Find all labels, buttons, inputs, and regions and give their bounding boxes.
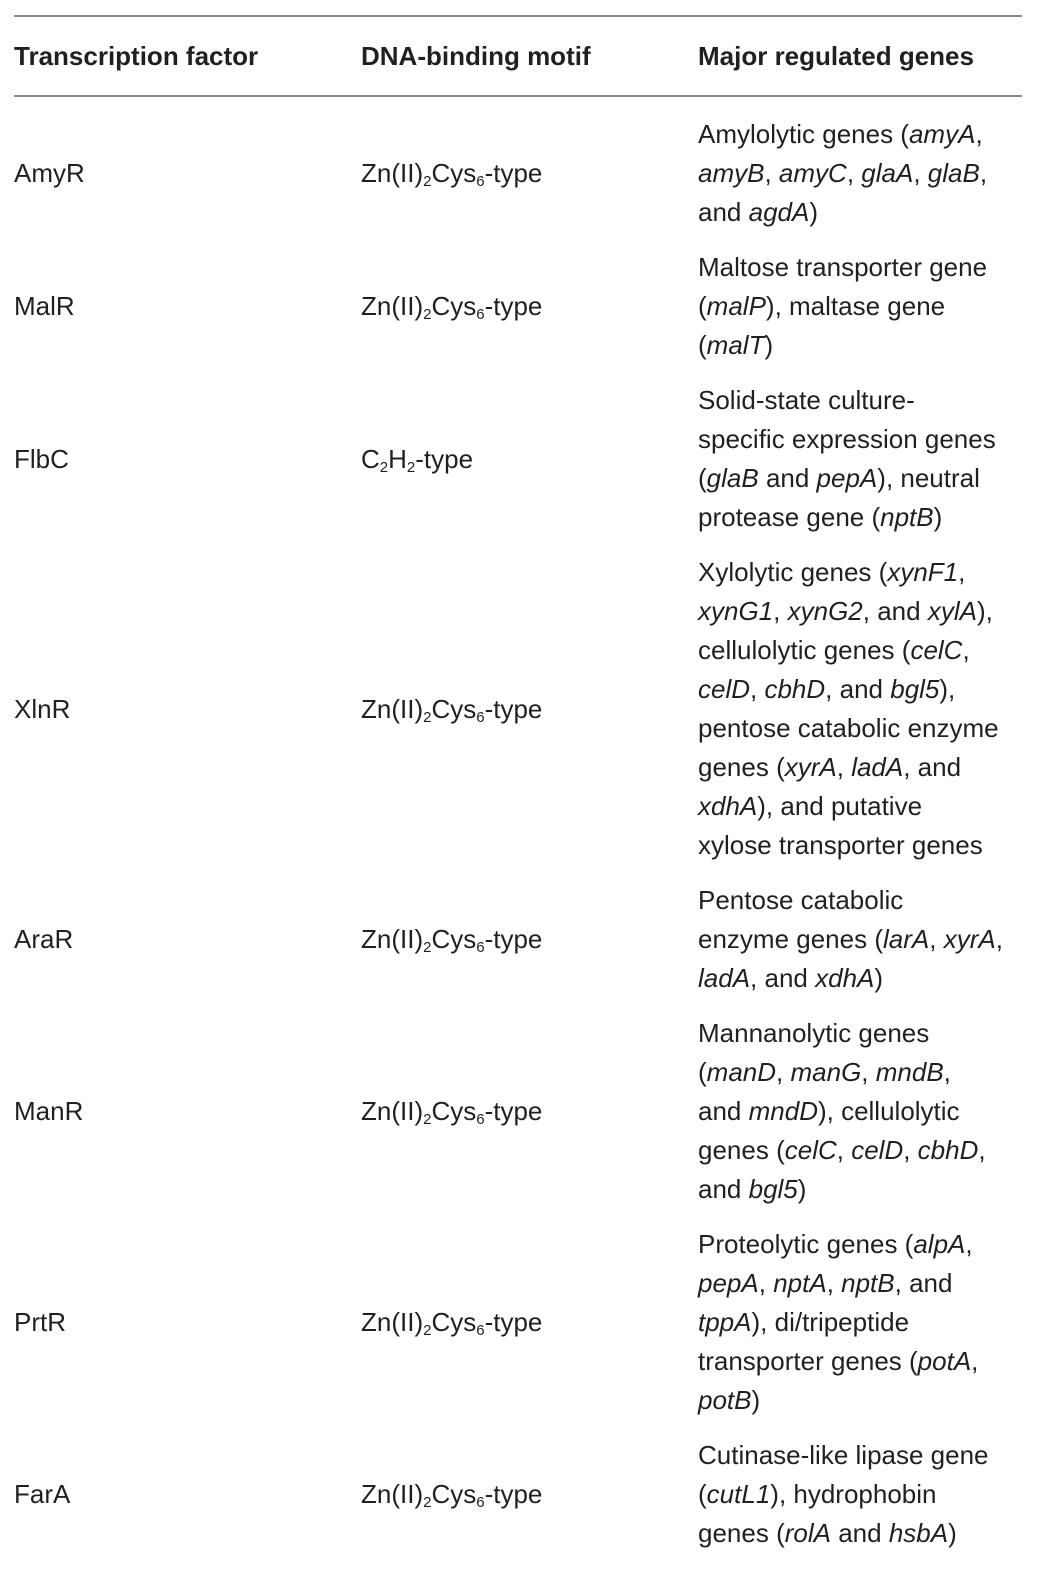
cell-transcription-factor: AraR bbox=[14, 924, 74, 954]
table-row bbox=[14, 115, 1024, 232]
header-major-regulated-genes: Major regulated genes bbox=[698, 40, 974, 71]
cell-dna-binding-motif: $C_2H_2$-type bbox=[361, 443, 474, 476]
table-row bbox=[14, 881, 1024, 998]
cell-transcription-factor: ManR bbox=[14, 1096, 84, 1126]
cell-major-regulated-genes: Xylolytic genes (xynF1, xynG1, xynG2, and xylA), cellulolytic genes (celC, celD, cbhD, and bgl5), pentose catabolic enzyme genes (xyrA, ladA, and xdhA), and putative xylose transporter genes bbox=[698, 557, 999, 860]
cell-dna-binding-motif: $Zn(II)_2Cys_6$-type bbox=[361, 693, 543, 726]
table-row bbox=[14, 1436, 1024, 1553]
cell-major-regulated-genes: Proteolytic genes (alpA, pepA, nptA, nptB, and tppA), di/tripeptide transporter genes (potA, potB) bbox=[698, 1229, 979, 1415]
cell-dna-binding-motif: $Zn(II)_2Cys_6$-type bbox=[361, 1307, 543, 1339]
cell-dna-binding-motif: $Zn(II)_2Cys_6$-type bbox=[361, 1479, 543, 1511]
table-row bbox=[14, 381, 1024, 537]
cell-major-regulated-genes: Pentose catabolic enzyme genes (larA, xyrA, ladA, and xdhA) bbox=[698, 885, 1003, 993]
header-row bbox=[14, 17, 1024, 95]
table-row bbox=[14, 553, 1024, 865]
cell-dna-binding-motif: $Zn(II)_2Cys_6$-type bbox=[361, 1096, 543, 1128]
header-dna-binding-motif: DNA-binding motif bbox=[361, 40, 591, 71]
cell-major-regulated-genes: Solid-state culture- specific expression genes (glaB and pepA), neutral protease gene (nptB) bbox=[698, 385, 996, 532]
cell-major-regulated-genes: Cutinase-like lipase gene (cutL1), hydrophobin genes (rolA and hsbA) bbox=[698, 1440, 989, 1548]
cell-transcription-factor: MalR bbox=[14, 291, 75, 321]
table-row bbox=[14, 1014, 1024, 1209]
table-body bbox=[14, 97, 1024, 1553]
cell-major-regulated-genes: Mannanolytic genes (manD, manG, mndB, and mndD), cellulolytic genes (celC, celD, cbhD, and bgl5) bbox=[698, 1018, 986, 1204]
cell-major-regulated-genes: Maltose transporter gene (malP), maltase gene (malT) bbox=[698, 252, 988, 360]
cell-transcription-factor: PrtR bbox=[14, 1307, 66, 1337]
cell-dna-binding-motif: $Zn(II)_2Cys_6$-type bbox=[361, 291, 543, 323]
cell-dna-binding-motif: $Zn(II)_2Cys_6$-type bbox=[361, 924, 543, 956]
table-row bbox=[14, 1225, 1024, 1420]
table-row bbox=[14, 248, 1024, 365]
cell-dna-binding-motif: $Zn(II)_2Cys_6$-type bbox=[361, 158, 543, 190]
cell-major-regulated-genes: Amylolytic genes (amyA, amyB, amyC, glaA, glaB, and agdA) bbox=[698, 119, 988, 227]
data-table bbox=[14, 15, 1024, 1569]
cell-transcription-factor: FlbC bbox=[14, 443, 69, 474]
cell-transcription-factor: XlnR bbox=[14, 693, 71, 724]
cell-transcription-factor: AmyR bbox=[14, 158, 85, 188]
cell-transcription-factor: FarA bbox=[14, 1479, 71, 1509]
header-transcription-factor: Transcription factor bbox=[14, 40, 259, 71]
